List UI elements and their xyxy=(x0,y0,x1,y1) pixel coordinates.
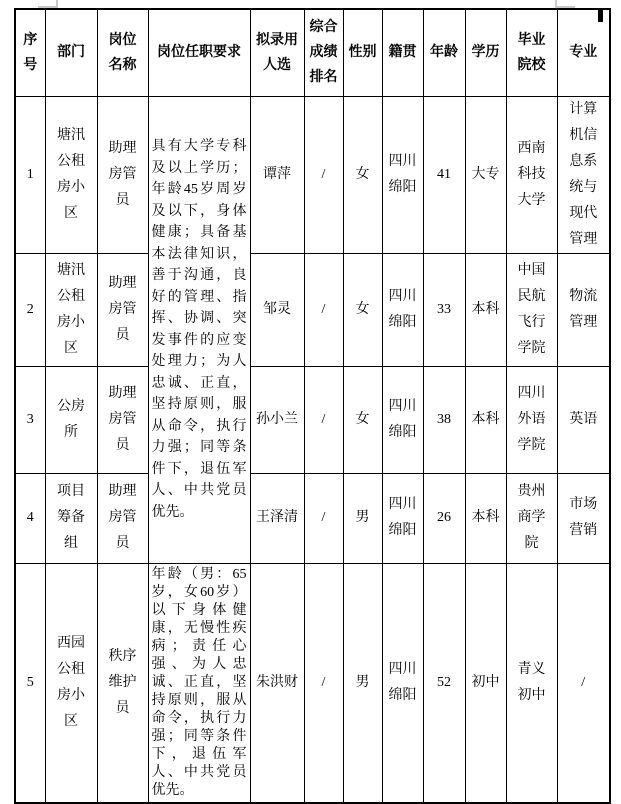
cell-age: 26 xyxy=(423,473,465,563)
cell-native-place: 四川绵阳 xyxy=(382,366,423,473)
cell-gender: 女 xyxy=(343,366,382,473)
cell-candidate: 邹灵 xyxy=(250,253,304,366)
table-row xyxy=(15,473,610,563)
cell-school: 中国民航飞行学院 xyxy=(506,253,557,366)
cell-department: 塘汛公租房小区 xyxy=(45,253,97,366)
header-cell-candidate: 拟录用人选 xyxy=(250,9,304,96)
cell-department: 项目筹备组 xyxy=(45,473,97,563)
cell-education: 大专 xyxy=(465,96,506,253)
header-cell-major: 专业 xyxy=(557,9,610,96)
cell-school: 西南科技大学 xyxy=(506,96,557,253)
header-cell-score-rank: 综合成绩排名 xyxy=(304,9,343,96)
cell-candidate: 王泽清 xyxy=(250,473,304,563)
cell-position: 助理房管员 xyxy=(97,96,148,253)
cell-no: 3 xyxy=(15,366,45,473)
recruitment-table xyxy=(14,8,611,804)
header-cell-gender: 性别 xyxy=(343,9,382,96)
table-row xyxy=(15,563,610,803)
header-cell-school: 毕业院校 xyxy=(506,9,557,96)
header-cell-native-place: 籍贯 xyxy=(382,9,423,96)
cell-major: / xyxy=(557,563,610,803)
header-cell-position: 岗位名称 xyxy=(97,9,148,96)
cell-candidate: 孙小兰 xyxy=(250,366,304,473)
cell-school: 四川外语学院 xyxy=(506,366,557,473)
header-cell-department: 部门 xyxy=(45,9,97,96)
cell-native-place: 四川绵阳 xyxy=(382,96,423,253)
cell-requirements: 年龄（男：65岁，女60岁）以下身体健康，无慢性疾病；责任心强、为人忠诚、正直，坚持原则，服从命令，执行力强；同等条件下，退伍军人、中共党员优先。 xyxy=(148,563,250,803)
cell-requirements-rows-1-4: 具有大学专科及以上学历；年龄45岁周岁及以下，身体健康；具备基本法律知识，善于沟通，良好的管理、指挥、协调、突发事件的应变处理力；为人忠诚、正直，坚持原则，服从命令，执行力强；同等条件下，退伍军人、中共党员优先。 xyxy=(148,96,250,563)
cell-score-rank: / xyxy=(304,366,343,473)
cell-no: 5 xyxy=(15,563,45,803)
cell-gender: 女 xyxy=(343,253,382,366)
cell-score-rank: / xyxy=(304,253,343,366)
cell-no: 2 xyxy=(15,253,45,366)
cell-age: 38 xyxy=(423,366,465,473)
cell-major: 市场营销 xyxy=(557,473,610,563)
cell-school: 青义初中 xyxy=(506,563,557,803)
cell-native-place: 四川绵阳 xyxy=(382,473,423,563)
header-cell-no: 序号 xyxy=(15,9,45,96)
cell-no: 1 xyxy=(15,96,45,253)
cell-age: 52 xyxy=(423,563,465,803)
cell-position: 助理房管员 xyxy=(97,253,148,366)
cell-gender: 男 xyxy=(343,473,382,563)
cell-position: 秩序维护员 xyxy=(97,563,148,803)
cell-education: 本科 xyxy=(465,253,506,366)
cell-position: 助理房管员 xyxy=(97,473,148,563)
crop-mark-right-vertical xyxy=(555,0,557,7)
cell-score-rank: / xyxy=(304,96,343,253)
header-cell-education: 学历 xyxy=(465,9,506,96)
header-cell-requirements: 岗位任职要求 xyxy=(148,9,250,96)
cell-major: 物流管理 xyxy=(557,253,610,366)
cell-no: 4 xyxy=(15,473,45,563)
cell-candidate: 朱洪财 xyxy=(250,563,304,803)
cell-major: 计算机信息系统与现代管理 xyxy=(557,96,610,253)
cell-native-place: 四川绵阳 xyxy=(382,563,423,803)
cell-education: 本科 xyxy=(465,473,506,563)
cell-age: 41 xyxy=(423,96,465,253)
header-row xyxy=(15,9,610,96)
cell-score-rank: / xyxy=(304,473,343,563)
cell-score-rank: / xyxy=(304,563,343,803)
crop-mark-left-vertical xyxy=(56,0,58,7)
cell-position: 助理房管员 xyxy=(97,366,148,473)
cell-candidate: 谭萍 xyxy=(250,96,304,253)
cell-major: 英语 xyxy=(557,366,610,473)
table-row xyxy=(15,366,610,473)
cell-department: 西园公租房小区 xyxy=(45,563,97,803)
cell-education: 本科 xyxy=(465,366,506,473)
cell-gender: 男 xyxy=(343,563,382,803)
cell-age: 33 xyxy=(423,253,465,366)
header-cell-age: 年龄 xyxy=(423,9,465,96)
table-row xyxy=(15,253,610,366)
cell-gender: 女 xyxy=(343,96,382,253)
cell-department: 公房所 xyxy=(45,366,97,473)
table-row xyxy=(15,96,610,253)
cell-native-place: 四川绵阳 xyxy=(382,253,423,366)
cell-education: 初中 xyxy=(465,563,506,803)
cell-school: 贵州商学院 xyxy=(506,473,557,563)
cell-department: 塘汛公租房小区 xyxy=(45,96,97,253)
